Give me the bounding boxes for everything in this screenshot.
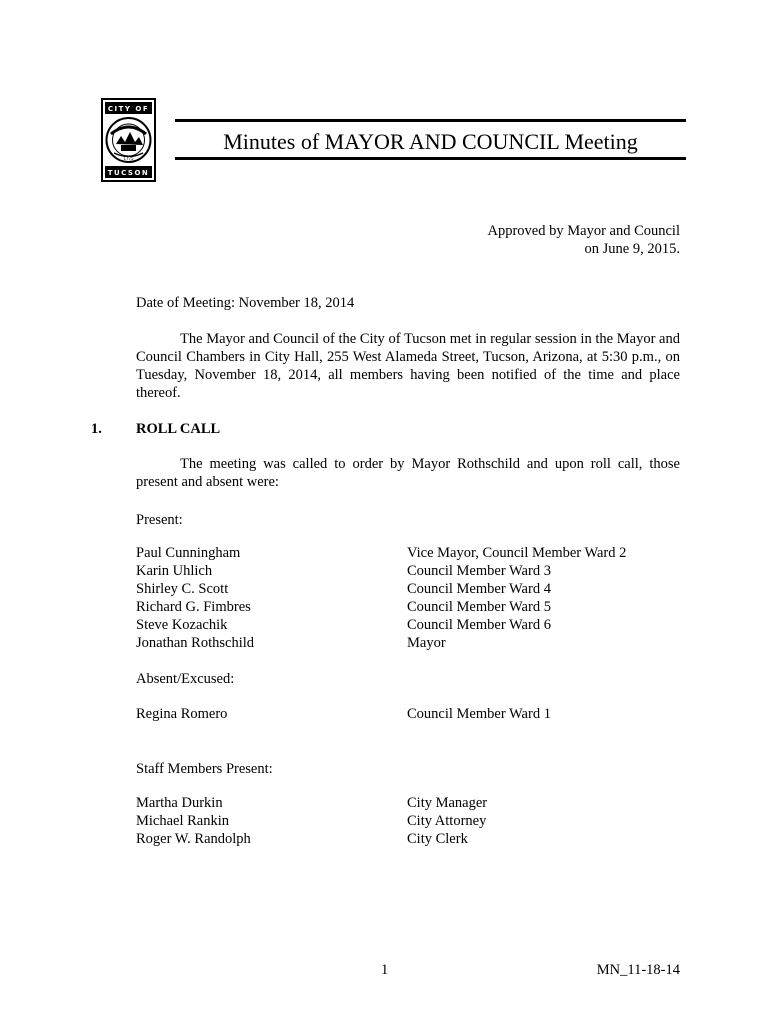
intro-paragraph xyxy=(136,330,680,402)
city-seal-logo xyxy=(101,98,156,182)
present-roles xyxy=(407,544,626,652)
member-role: Council Member Ward 5 xyxy=(407,599,551,615)
member-role: Council Member Ward 6 xyxy=(407,617,551,633)
meeting-date: Date of Meeting: November 18, 2014 xyxy=(136,295,355,311)
absent-names xyxy=(136,705,227,723)
member-name: Regina Romero xyxy=(136,706,228,722)
absent-roles xyxy=(407,705,551,723)
svg-text:CITY OF: CITY OF xyxy=(107,105,150,113)
staff-role: City Attorney xyxy=(407,813,487,829)
present-names xyxy=(136,544,254,652)
member-name: Shirley C. Scott xyxy=(136,581,229,597)
staff-names xyxy=(136,794,251,848)
staff-role: City Manager xyxy=(407,795,488,811)
title-top-rule xyxy=(175,119,686,122)
present-label: Present: xyxy=(136,512,183,528)
staff-name: Martha Durkin xyxy=(136,795,223,811)
member-role: Council Member Ward 3 xyxy=(407,563,551,579)
absent-label: Absent/Excused: xyxy=(136,671,235,687)
intro-paragraph-text: The Mayor and Council of the City of Tucson met in regular session in the Mayor and Council Chambers in City Hall, 255 West Alameda Street, Tucson, Arizona, at 5:30 p.m., on Tuesday, November 18, 2014, all members having been notified of the time and place thereof. xyxy=(136,331,680,401)
title-bottom-rule xyxy=(175,157,686,160)
roll-call-paragraph-text: The meeting was called to order by Mayor Rothschild and upon roll call, those present and absent were: xyxy=(136,456,680,490)
member-role: Council Member Ward 4 xyxy=(407,581,551,597)
staff-label: Staff Members Present: xyxy=(136,761,273,777)
staff-roles xyxy=(407,794,487,848)
member-role: Council Member Ward 1 xyxy=(407,706,551,722)
staff-name: Michael Rankin xyxy=(136,813,230,829)
document-title: Minutes of MAYOR AND COUNCIL Meeting xyxy=(223,129,638,154)
approval-line-1: Approved by Mayor and Council xyxy=(487,223,680,239)
member-role: Vice Mayor, Council Member Ward 2 xyxy=(407,545,627,561)
page-number: 1 xyxy=(381,962,389,978)
member-name: Steve Kozachik xyxy=(136,617,228,633)
member-name: Richard G. Fimbres xyxy=(136,599,251,615)
svg-text:TUCSON: TUCSON xyxy=(107,169,150,177)
approval-line-2: on June 9, 2015. xyxy=(584,241,680,257)
member-role: Mayor xyxy=(407,635,446,651)
member-name: Jonathan Rothschild xyxy=(136,635,255,651)
section-title: ROLL CALL xyxy=(136,421,221,437)
member-name: Karin Uhlich xyxy=(136,563,213,579)
roll-call-paragraph xyxy=(136,455,680,491)
section-number: 1. xyxy=(91,421,102,437)
document-code: MN_11-18-14 xyxy=(596,962,680,978)
member-name: Paul Cunningham xyxy=(136,545,241,561)
approval-note xyxy=(488,222,681,258)
staff-name: Roger W. Randolph xyxy=(136,831,251,847)
svg-text:1775: 1775 xyxy=(123,156,134,161)
staff-role: City Clerk xyxy=(407,831,468,847)
